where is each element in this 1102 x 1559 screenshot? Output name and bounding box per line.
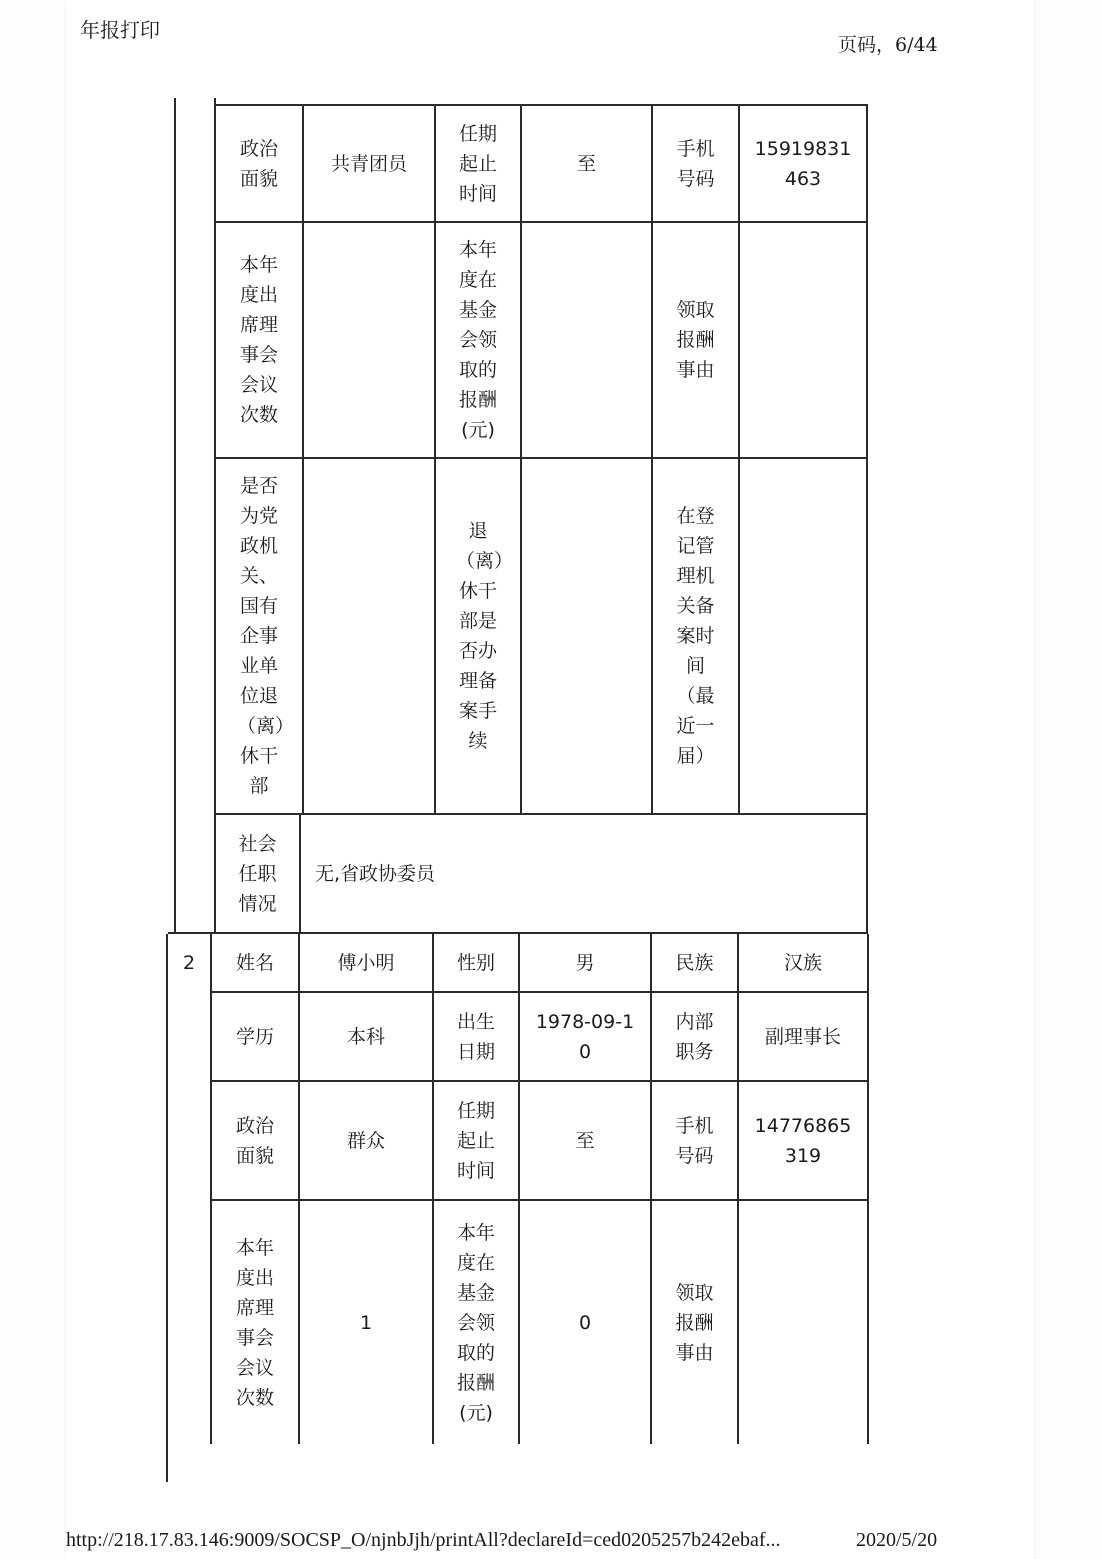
phone-label: 手机号码: [675, 1114, 714, 1167]
term-value: 至: [575, 1129, 595, 1152]
remuneration-value: [522, 223, 651, 457]
name-value: 傅小明: [337, 951, 395, 974]
ethnicity-value: 汉族: [783, 951, 822, 974]
social-position-label: 社会任职情况: [238, 832, 277, 915]
political-status-value: 共青团员: [330, 152, 407, 175]
remuneration-label: 本年度在基金会领取的报酬(元): [456, 1221, 495, 1424]
term-label: 任期起止时间: [458, 122, 497, 205]
ethnicity-label: 民族: [675, 951, 714, 974]
political-status-label: 政治面貌: [235, 1114, 274, 1167]
remuneration-reason-value: [739, 1201, 867, 1444]
term-label: 任期起止时间: [456, 1099, 495, 1182]
remuneration-label: 本年度在基金会领取的报酬(元): [458, 239, 497, 441]
political-status-value: 群众: [346, 1129, 385, 1152]
registration-time-value: [740, 459, 866, 813]
retired-filing-value: [522, 459, 651, 813]
print-footer: [66, 1529, 938, 1552]
meetings-value: [304, 223, 434, 457]
table-border-right: [867, 934, 869, 1444]
birth-date-label: 出生日期: [456, 1010, 495, 1063]
internal-position-value: 副理事长: [764, 1025, 841, 1048]
retired-filing-label: 退（离）休干部是否办理备案手续: [456, 520, 514, 752]
retired-cadre-label: 是否为党政机关、国有企事业单位退（离）休干部: [237, 475, 295, 797]
gender-value: 男: [575, 951, 595, 974]
print-date: 2020/5/20: [856, 1529, 938, 1551]
name-label: 姓名: [235, 951, 274, 974]
birth-date-value: 1978-09-10: [535, 1010, 635, 1063]
remuneration-value: 0: [578, 1311, 592, 1334]
registration-time-label: 在登记管理机关备案时间（最近一届）: [676, 505, 715, 767]
person-index: 2: [182, 951, 196, 974]
table-border-left-outer: [174, 98, 176, 932]
term-value: 至: [576, 152, 596, 175]
internal-position-label: 内部职务: [675, 1010, 714, 1063]
remuneration-reason-label: 领取报酬事由: [676, 299, 715, 381]
page-number: 页码，6/44: [838, 34, 938, 56]
meetings-value: 1: [359, 1311, 373, 1334]
phone-value: 15919831463: [754, 137, 852, 190]
political-status-label: 政治面貌: [239, 137, 278, 190]
gender-label: 性别: [456, 951, 495, 974]
phone-value: 14776865319: [754, 1114, 852, 1167]
education-label: 学历: [235, 1025, 274, 1048]
remuneration-reason-value: [740, 223, 866, 457]
table-border-right: [866, 106, 868, 934]
education-value: 本科: [346, 1025, 385, 1048]
phone-label: 手机号码: [676, 137, 715, 190]
source-url: http://218.17.83.146:9009/SOCSP_O/njnbJjh/printAll?declareId=ced0205257b242ebaf...: [66, 1529, 781, 1551]
header-title: 年报打印: [80, 18, 160, 42]
meetings-label: 本年度出席理事会会议次数: [239, 254, 278, 426]
meetings-label: 本年度出席理事会会议次数: [235, 1236, 274, 1409]
remuneration-reason-label: 领取报酬事由: [675, 1281, 714, 1364]
retired-cadre-value: [304, 459, 434, 813]
social-position-value: 无,省政协委员: [315, 862, 436, 885]
table-border-left-outer: [166, 934, 168, 1482]
